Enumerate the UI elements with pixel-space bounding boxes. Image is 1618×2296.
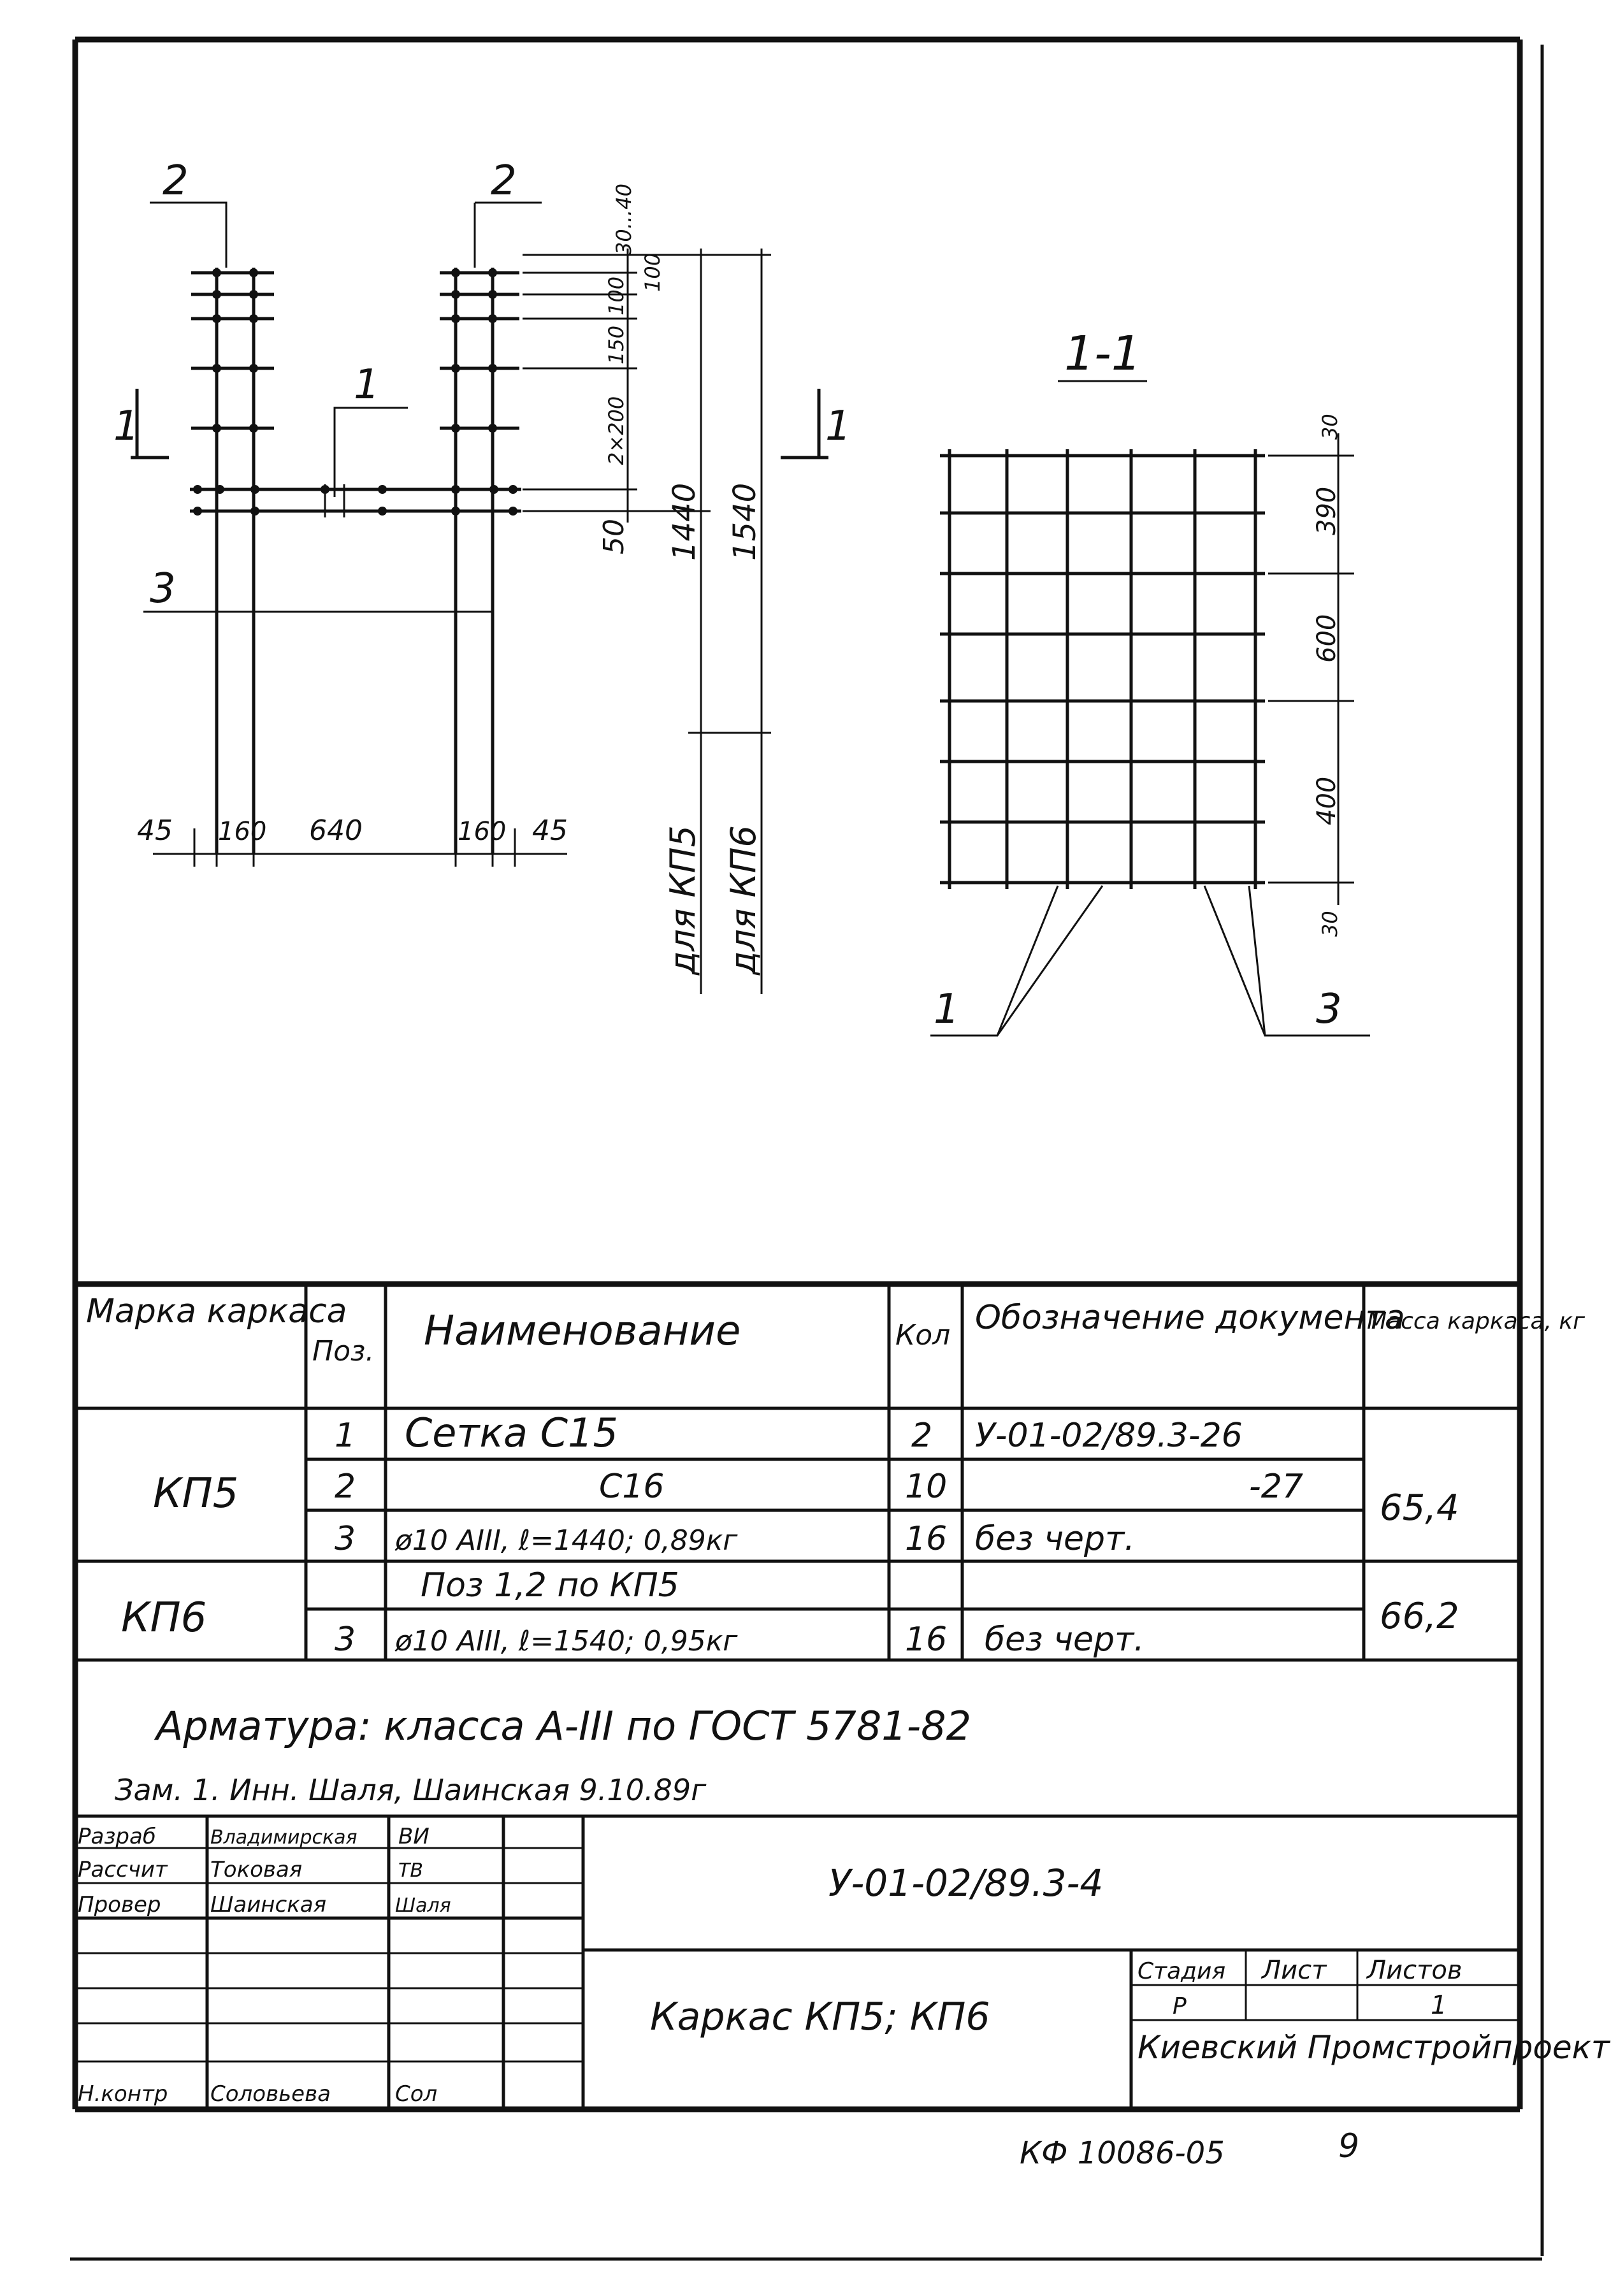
header-mark: Марка каркаса: [86, 1292, 347, 1331]
sheets-value: 1: [1431, 1991, 1447, 2020]
name-1: Токовая: [210, 1857, 303, 1882]
kp6-row2-pos: 3: [335, 1621, 356, 1659]
section-mark-right: 1: [825, 403, 851, 450]
mark-kp5: КП5: [153, 1470, 239, 1517]
mark-kp6: КП6: [121, 1594, 207, 1642]
document-code: У-01-02/89.3-4: [828, 1861, 1104, 1905]
callout-1-elev: 1: [354, 361, 380, 408]
stage-value: Р: [1173, 1993, 1187, 2019]
dim-45-right: 45: [532, 814, 568, 847]
section-callout-1: 1: [934, 986, 960, 1033]
sheets-label: Листов: [1367, 1956, 1463, 1985]
kp5-row3-name: ø10 АIII, ℓ=1440; 0,89кг: [395, 1524, 738, 1557]
role-2: Провер: [78, 1892, 161, 1917]
kp6-row2-name: ø10 АIII, ℓ=1540; 0,95кг: [395, 1625, 738, 1657]
role-0: Разраб: [78, 1824, 156, 1849]
sign-2: Шаля: [395, 1895, 451, 1917]
mass-kp5: 65,4: [1380, 1487, 1459, 1529]
kp6-row2-doc: без черт.: [985, 1621, 1145, 1659]
organization: [1138, 2029, 1611, 2066]
sect-dim-30-bottom: 30: [1318, 911, 1342, 937]
dim-1440: 1440: [667, 482, 702, 561]
dim-160-left: 160: [218, 817, 267, 846]
note-kp5: для КП5: [663, 825, 703, 975]
stage-label: Стадия: [1138, 1958, 1226, 1984]
mass-kp6: 66,2: [1380, 1596, 1459, 1637]
sheet-frame: [70, 40, 1542, 2259]
dim-100-a: 100: [640, 252, 665, 292]
dim-30-40: 30...40: [612, 184, 636, 255]
name-2: Шаинская: [210, 1892, 327, 1917]
sheet-label: Лист: [1262, 1956, 1327, 1985]
header-mass: Масса каркаса, кг: [1367, 1308, 1585, 1334]
kp5-row2-doc: -27: [1249, 1468, 1303, 1506]
sign-0: ВИ: [398, 1824, 430, 1849]
name-6: Соловьева: [210, 2081, 331, 2107]
dim-640: 640: [309, 814, 363, 847]
drawing-title: Каркас КП5; КП6: [650, 1995, 990, 2039]
footer-stamp: КФ 10086-05: [1020, 2135, 1225, 2171]
sect-dim-390: 390: [1312, 486, 1341, 535]
page-number: 9: [1338, 2127, 1360, 2165]
kp6-row2-qty: 16: [905, 1621, 948, 1659]
callout-2-right: 2: [491, 157, 517, 205]
organization-text: Киевский Промстройпроект: [1138, 2029, 1610, 2066]
section-title: 1-1: [1064, 326, 1141, 381]
sign-1: ТВ: [398, 1859, 423, 1882]
kp5-row3-doc: без черт.: [975, 1520, 1135, 1558]
callout-3-elev: 3: [150, 565, 176, 612]
role-6: Н.контр: [78, 2081, 168, 2107]
sign-6: Сол: [395, 2081, 438, 2107]
sect-dim-600: 600: [1312, 614, 1341, 663]
section-callout-3: 3: [1316, 986, 1342, 1033]
kp5-row2-name: С16: [599, 1468, 665, 1506]
header-name: Наименование: [424, 1308, 741, 1355]
rebar-note: Арматура: класса А-III по ГОСТ 5781-82: [156, 1703, 972, 1749]
header-doc: Обозначение документа: [975, 1299, 1405, 1337]
kp6-row1-name: Поз 1,2 по КП5: [421, 1566, 679, 1605]
revision-note: Зам. 1. Инн. Шаля, Шаинская 9.10.89г: [115, 1773, 707, 1807]
kp5-row1-qty: 2: [911, 1417, 933, 1455]
kp5-row1-doc: У-01-02/89.3-26: [975, 1417, 1243, 1455]
callout-2-left: 2: [163, 157, 189, 205]
dim-45-left: 45: [137, 814, 173, 847]
dim-2x200: 2×200: [604, 396, 628, 465]
dim-50: 50: [598, 519, 630, 554]
kp5-row1-name: Сетка С15: [405, 1410, 618, 1456]
dim-100-b: 100: [604, 276, 628, 315]
dim-160-right: 160: [458, 817, 507, 846]
kp5-row3-pos: 3: [335, 1520, 356, 1558]
sect-dim-400: 400: [1312, 776, 1341, 825]
kp5-row2-qty: 10: [905, 1468, 948, 1506]
kp5-row3-qty: 16: [905, 1520, 948, 1558]
dim-1540: 1540: [727, 482, 763, 561]
section-1-1: [930, 381, 1370, 1036]
header-qty: Кол: [895, 1319, 951, 1352]
dim-150: 150: [604, 325, 628, 365]
kp5-row1-pos: 1: [335, 1417, 356, 1455]
name-0: Владимирская: [210, 1826, 358, 1849]
section-mark-left: 1: [113, 403, 140, 450]
role-1: Рассчит: [78, 1857, 168, 1882]
kp5-row2-pos: 2: [335, 1468, 356, 1506]
sect-dim-30-top: 30: [1318, 414, 1342, 440]
header-pos: Поз.: [312, 1335, 375, 1368]
note-kp6: для КП6: [723, 825, 763, 975]
